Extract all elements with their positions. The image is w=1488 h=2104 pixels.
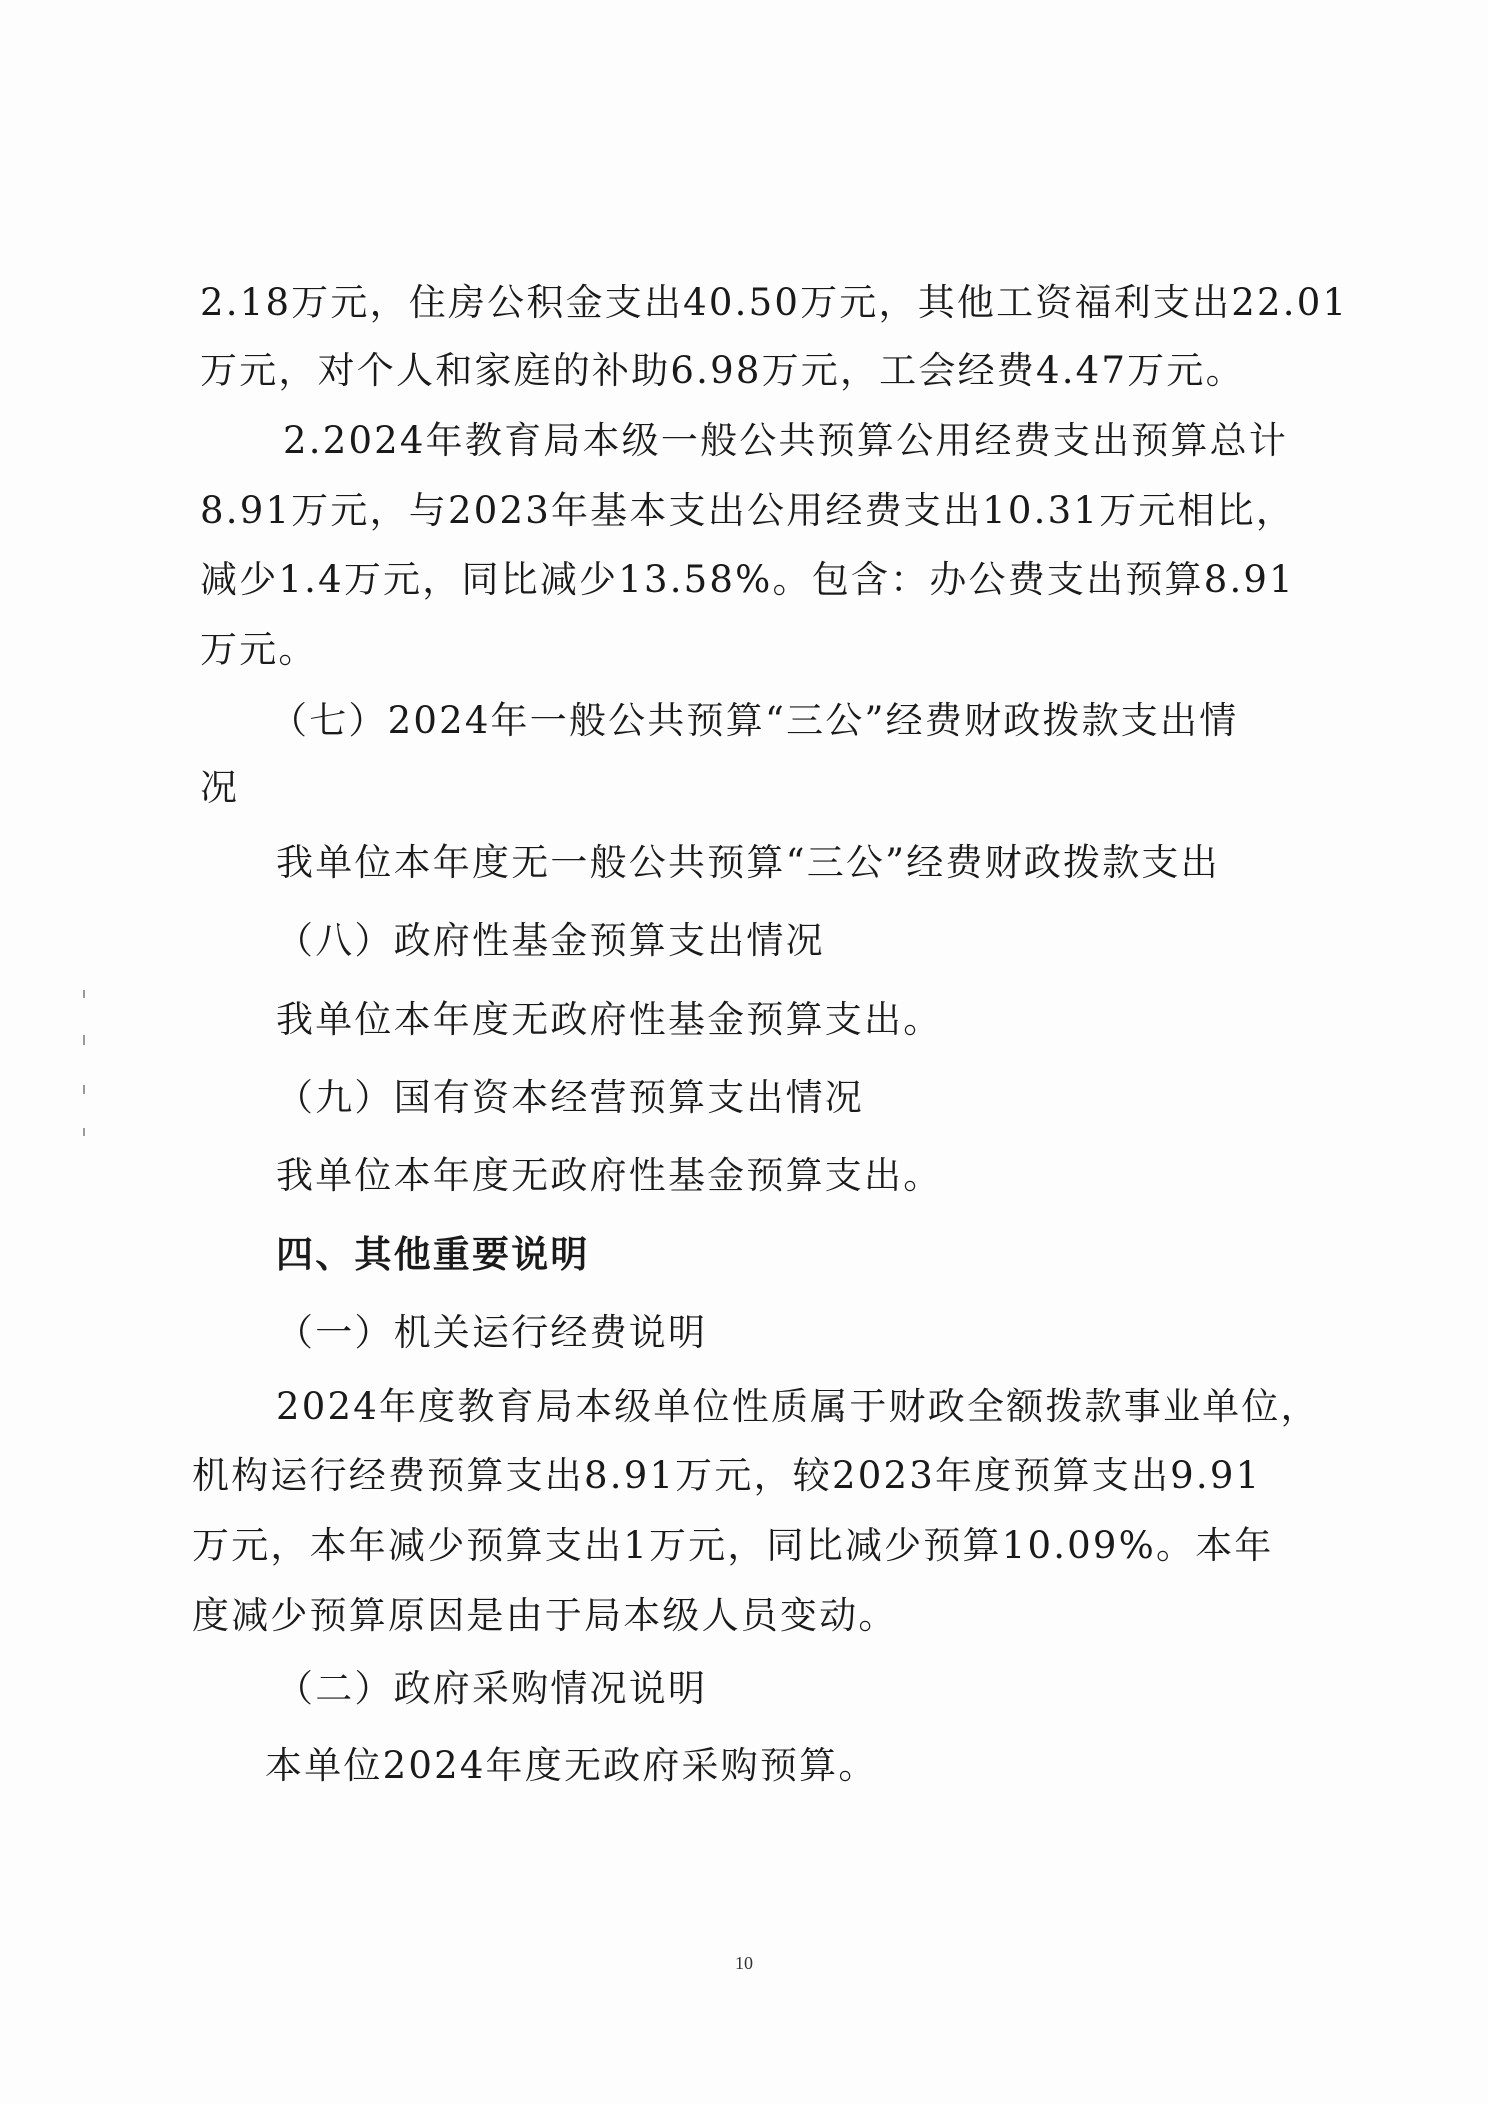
scan-speck xyxy=(83,1128,85,1136)
text-line-13: 我单位本年度无政府性基金预算支出。 xyxy=(276,1154,943,1197)
text-line-5: 减少1.4万元，同比减少13.58%。包含：办公费支出预算8.91 xyxy=(200,558,1295,601)
subsection-heading-2: （二）政府采购情况说明 xyxy=(276,1667,708,1710)
subsection-heading-1: （一）机关运行经费说明 xyxy=(276,1311,708,1354)
text-line-6: 万元。 xyxy=(200,628,318,671)
text-line-2: 万元，对个人和家庭的补助6.98万元，工会经费4.47万元。 xyxy=(200,349,1245,392)
text-line-16: 2024年度教育局本级单位性质属于财政全额拨款事业单位， xyxy=(276,1385,1320,1428)
text-line-1: 2.18万元，住房公积金支出40.50万元，其他工资福利支出22.01 xyxy=(200,281,1349,324)
section-heading-9: （九）国有资本经营预算支出情况 xyxy=(276,1076,864,1119)
scan-speck xyxy=(83,1035,85,1045)
text-line-11: 我单位本年度无政府性基金预算支出。 xyxy=(276,998,943,1041)
text-line-21: 本单位2024年度无政府采购预算。 xyxy=(265,1744,878,1787)
text-line-4: 8.91万元，与2023年基本支出公用经费支出10.31万元相比， xyxy=(200,489,1296,532)
text-line-18: 万元，本年减少预算支出1万元，同比减少预算10.09%。本年 xyxy=(192,1524,1274,1567)
text-line-9: 我单位本年度无一般公共预算“三公”经费财政拨款支出 xyxy=(276,841,1220,884)
text-line-19: 度减少预算原因是由于局本级人员变动。 xyxy=(192,1594,898,1637)
page-number: 10 xyxy=(735,1953,753,1973)
text-line-3: 2.2024年教育局本级一般公共预算公用经费支出预算总计 xyxy=(283,419,1289,462)
text-line-17: 机构运行经费预算支出8.91万元，较2023年度预算支出9.91 xyxy=(192,1454,1262,1497)
scan-speck xyxy=(83,990,85,998)
section-heading-7-cont: 况 xyxy=(200,766,240,809)
section-heading-8: （八）政府性基金预算支出情况 xyxy=(276,919,825,962)
scan-speck xyxy=(83,1085,85,1094)
section-heading-4: 四、其他重要说明 xyxy=(276,1233,590,1276)
section-heading-7: （七）2024年一般公共预算“三公”经费财政拨款支出情 xyxy=(270,699,1239,742)
